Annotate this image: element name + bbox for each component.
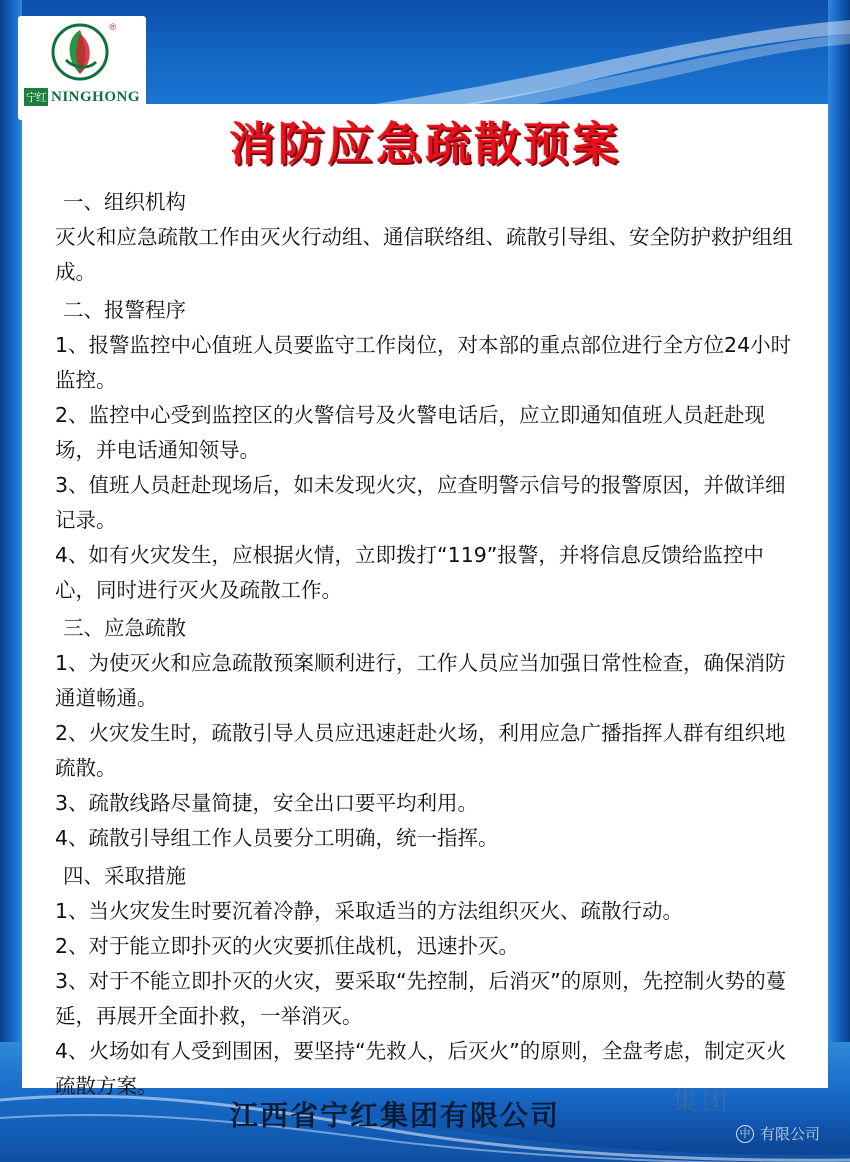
logo-english-name: NINGHONG xyxy=(50,88,140,105)
page-title: 消防应急疏散预案 xyxy=(229,117,621,171)
section-emergency-evacuation xyxy=(55,611,797,856)
section-paragraph: 2、对于能立即扑灭的火灾要抓住战机，迅速扑灭。 xyxy=(55,934,520,958)
registered-trademark-icon: ® xyxy=(109,22,116,32)
section-paragraph: 4、疏散引导组工作人员要分工明确，统一指挥。 xyxy=(55,826,499,850)
section-paragraph: 1、为使灭火和应急疏散预案顺利进行，工作人员应当加强日常性检查，确保消防通道畅通。 xyxy=(55,651,786,710)
company-logo xyxy=(18,16,146,120)
section-paragraph: 3、对于不能立即扑灭的火灾，要采取“先控制，后消灭”的原则，先控制火势的蔓延，再展开全面扑救，一举消灭。 xyxy=(55,969,787,1028)
frame-left-band xyxy=(0,0,22,1162)
section-paragraph: 4、火场如有人受到围困，要坚持“先救人，后灭火”的原则，全盘考虑，制定灭火疏散方案。 xyxy=(55,1039,787,1098)
section-heading: 二、报警程序 xyxy=(63,298,186,322)
section-paragraph: 1、当火灾发生时要沉着冷静，采取适当的方法组织灭火、疏散行动。 xyxy=(55,899,684,923)
frame-right-band xyxy=(828,0,850,1162)
copyright-icon: 中 xyxy=(736,1125,754,1143)
section-paragraph: 2、火灾发生时，疏散引导人员应迅速赶赴火场，利用应急广播指挥人群有组织地疏散。 xyxy=(55,721,786,780)
section-heading: 四、采取措施 xyxy=(63,864,186,888)
watermark-brand-overlay: 集团 xyxy=(671,1087,732,1117)
section-paragraph: 2、监控中心受到监控区的火警信号及火警电话后，应立即通知值班人员赶赴现场，并电话通知领导。 xyxy=(55,403,766,462)
section-paragraph: 1、报警监控中心值班人员要监守工作岗位，对本部的重点部位进行全方位24小时监控。 xyxy=(55,333,792,392)
company-name-footer: 江西省宁红集团有限公司 xyxy=(229,1099,560,1132)
section-heading: 三、应急疏散 xyxy=(63,616,186,640)
logo-chinese-name: 宁红 xyxy=(24,88,48,106)
section-measures xyxy=(55,859,797,1104)
logo-wordmark xyxy=(24,88,140,106)
document-body xyxy=(55,182,797,1104)
section-paragraph: 3、疏散线路尽量简捷，安全出口要平均利用。 xyxy=(55,791,479,815)
section-paragraph: 4、如有火灾发生，应根据火情，立即拨打“119”报警，并将信息反馈给监控中心，同时进行灭火及疏散工作。 xyxy=(55,543,764,602)
section-heading: 一、组织机构 xyxy=(63,190,186,214)
watermark-label: 有限公司 xyxy=(759,1125,820,1143)
section-paragraph: 3、值班人员赶赴现场后，如未发现火灾，应查明警示信号的报警原因，并做详细记录。 xyxy=(55,473,786,532)
watermark xyxy=(736,1123,820,1144)
logo-emblem-icon xyxy=(46,20,118,86)
section-alarm-procedure xyxy=(55,293,797,608)
section-paragraph: 灭火和应急疏散工作由灭火行动组、通信联络组、疏散引导组、安全防护救护组组成。 xyxy=(55,225,793,284)
section-organization xyxy=(55,185,797,290)
